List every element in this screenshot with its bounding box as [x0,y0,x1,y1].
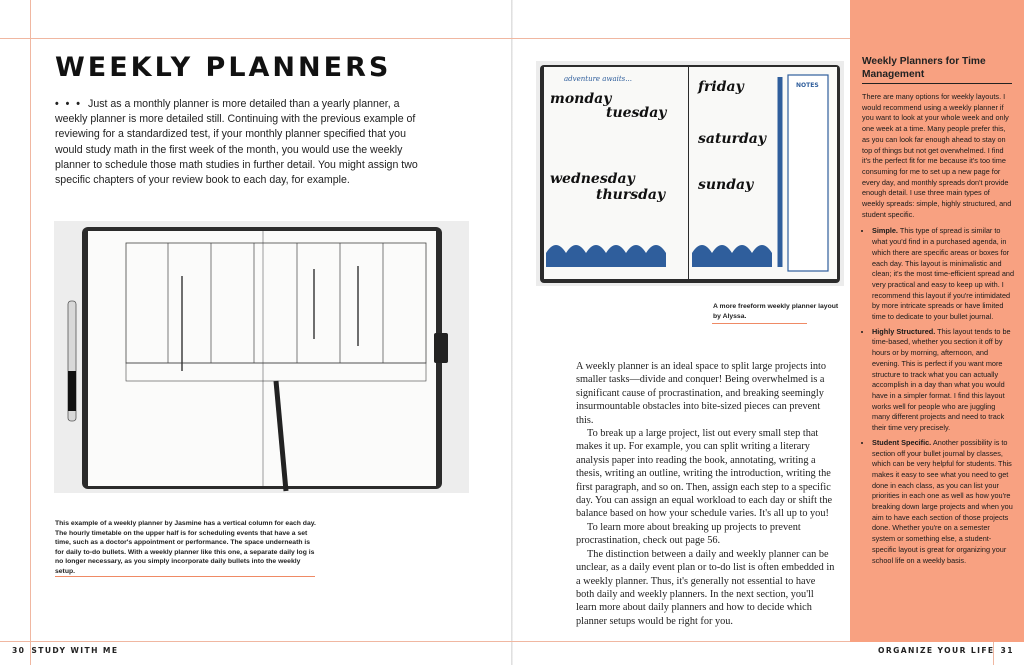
paragraph-4: The distinction between a daily and weekly planner can be unclear, as a daily event plan or to-do list is often embedded in a weekly planner. Thus, it's generally not essential to have both daily and weekly planners. In the next section, you'll learn more about daily planners and how to decide which planner setups would be right for you. [576,548,835,627]
page-number-left: 30 [12,646,26,655]
bullet-dots: • • • [55,98,83,110]
day-wednesday: wednesday [550,171,635,187]
day-saturday: saturday [698,131,766,147]
day-thursday: thursday [596,187,666,203]
main-body-text [576,360,836,628]
photo-caption-alyssa: A more freeform weekly planner layout by Alyssa. [713,303,839,320]
sidebar-item-student-specific [872,438,1014,566]
freeform-journal-illustration [536,61,844,286]
sidebar-body [862,92,1014,570]
running-head-right: ORGANIZE YOUR LIFE [878,646,995,655]
paragraph-2: To break up a large project, list out every small step that makes it up. For example, you can split writing a literary analysis paper into reading the book, annotating, writing a thesis, writing an outline, writing the introduction, writing the first paragraph, and so on. Then, assign each step to a specific day. You can assign an equal workload to each day or shift the balance based on how your schedule varies. It's all up to you! [576,428,833,520]
guide-line-left [30,0,31,665]
sidebar-item-simple [872,226,1014,322]
sidebar-panel [850,0,1024,642]
paragraph-1: A weekly planner is an ideal space to split large projects into smaller tasks—divide and conquer! Being overwhelmed is a significant cause of procrastination, and breaking seemingly insurmountable obstacles into bite-sized pieces can prevent this. [576,361,827,426]
caption-rule-left [55,576,315,577]
sidebar-item-text: Another possibility is to section off your bullet journal by classes, which can be very helpful for students. This makes it easy to see what you need to get done in each class, as you can list your priorities in each one as well as how you're breaking down large projects and when you aim to have each section of those projects done. Whether you're on a semester system or something else, a student-specific layout is great for organizing your school life on a weekly basis. [872,437,1013,565]
page-number-right: 31 [1000,646,1014,655]
sidebar-intro: There are many options for weekly layouts. I would recommend using a weekly planner if you want to look at your whole week and only one week at a time. Many people prefer this, as you can look far enough ahead to stay on top of things but not get overwhelmed. I find it's the perfect fit for me because it's too time consuming for me to set up a new page for every day, and monthly spreads don't provide enough detail. I use three main types of weekly spreads: simple, highly structured, and student specific. [862,92,1012,219]
sidebar-title-rule [862,83,1012,84]
footer-right [878,646,1014,655]
paragraph-3: To learn more about breaking up projects to prevent procrastination, check out page 56. [576,521,801,547]
day-sunday: sunday [698,177,754,193]
weekly-planner-photo-alyssa [536,61,844,286]
sidebar-item-highly-structured [872,327,1014,434]
sidebar-item-term: Highly Structured. [872,326,936,336]
sidebar-item-term: Simple. [872,226,898,236]
day-monday: monday [550,91,612,107]
weekly-planner-photo-jasmine [54,221,469,493]
sidebar-list [862,226,1014,566]
sidebar-item-text: This type of spread is similar to what you'd find in a purchased agenda, in which there are specific areas or boxes for each day. This layout is minimalistic and clean; it's the most time-efficient spread and very practical and easy to keep up with. I recommend this layout if you're intimidated by more intricate spreads or have limited time to dedicate to your bullet journal. [872,226,1014,322]
book-spine [511,0,513,665]
notes-label: NOTES [796,82,819,89]
day-friday: friday [698,79,744,95]
running-head-left: STUDY WITH ME [31,646,119,655]
journal-illustration [54,221,469,493]
intro-paragraph [55,97,433,188]
day-tuesday: tuesday [606,105,667,121]
caption-rule-right [712,323,807,324]
page-title: WEEKLY PLANNERS [55,52,392,83]
sidebar-item-term: Student Specific. [872,437,932,447]
photo-caption-jasmine: This example of a weekly planner by Jasmine has a vertical column for each day. The hourly timetable on the upper half is for scheduling events that have a set time, such as a doctor's appointment or performance. The space underneath is for daily to-do bullets. With a weekly planner like this one, a separate daily log is no longer necessary, as you simply incorporate daily bullets into the weekly setup. [55,520,316,575]
sidebar-item-text: This layout tends to be time-based, whether you section it off by hours or by morning, afternoon, and evening. This is perfect if you want more structure to track what you can actually accomplish in a day than what you would have in a simpler format. I find this layout works well for people who are juggling many different projects and need to track their time very precisely. [872,326,1011,433]
intro-text: Just as a monthly planner is more detailed than a yearly planner, a weekly planner is more detailed still. Continuing with the previous example of reviewing for a standardized test, if your monthly planner specified that you would study math in the first week of the month, you would use the weekly planner to schedule those math studies in further detail. You might assign two specific chapters of your review book to each day, for example. [55,98,418,187]
banner-text: adventure awaits... [564,75,632,83]
sidebar-title: Weekly Planners for Time Management [862,56,986,80]
footer-left [12,646,118,655]
